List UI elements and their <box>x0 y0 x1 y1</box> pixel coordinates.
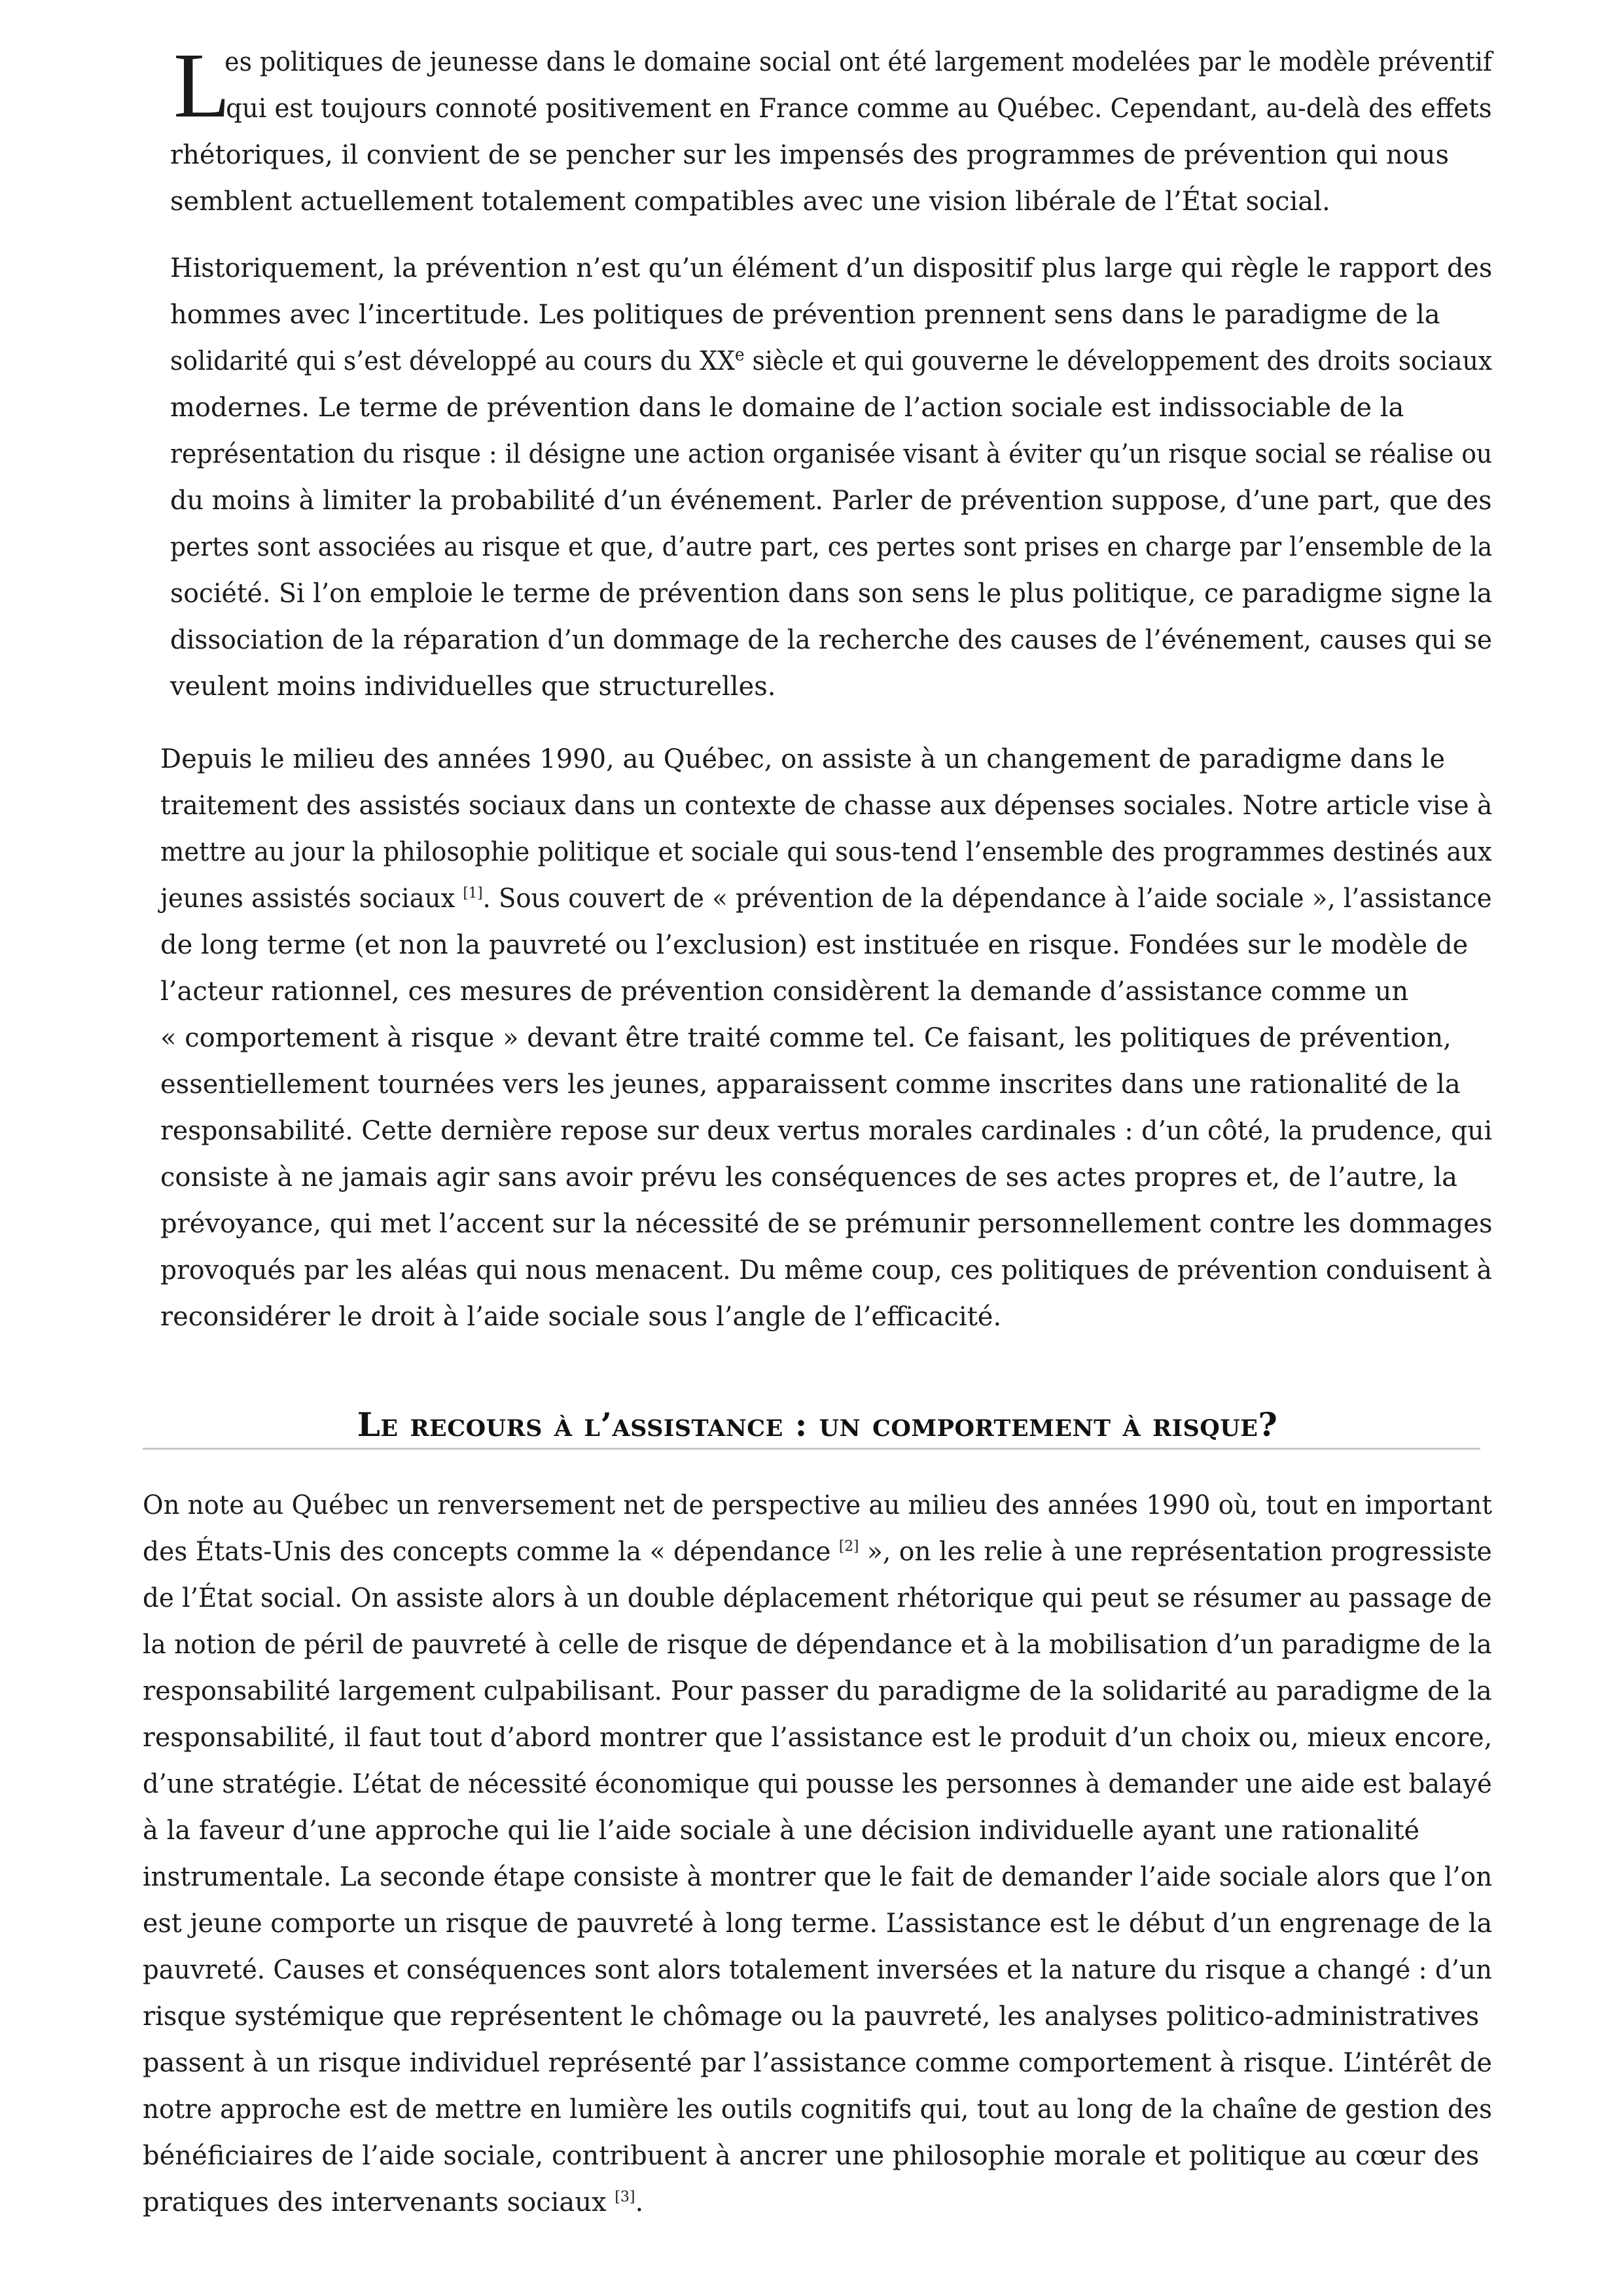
section-divider <box>143 1448 1480 1450</box>
footnote-link-3[interactable]: [3] <box>615 2189 635 2206</box>
text-line: provoqués par les aléas qui nous menacent. Du même coup, ces politiques de prévention conduisent à <box>160 1255 1492 1285</box>
text-line: veulent moins individuelles que structurelles. <box>170 672 776 702</box>
text-line: Historiquement, la prévention n’est qu’un élément d’un dispositif plus large qui règle le rapport des <box>170 253 1493 283</box>
text-line <box>170 338 1493 385</box>
text-line: responsabilité largement culpabilisant. Pour passer du paradigme de la solidarité au paradigme de la <box>143 1676 1492 1706</box>
text-line <box>160 876 1492 922</box>
text-line: de l’État social. On assiste alors à un double déplacement rhétorique qui peut se résumer au passage de <box>143 1583 1492 1613</box>
text-line: la notion de péril de pauvreté à celle de risque de dépendance et à la mobilisation d’un paradigme de la <box>143 1630 1492 1660</box>
paragraph-on-note <box>143 1482 1492 2226</box>
footnote-link-1[interactable]: [1] <box>463 885 483 902</box>
text-line: l’acteur rationnel, ces mesures de prévention considèrent la demande d’assistance comme un <box>160 977 1409 1007</box>
text-line: à la faveur d’une approche qui lie l’aide sociale à une décision individuelle ayant une rationalité <box>143 1816 1420 1846</box>
text-line: « comportement à risque » devant être traité comme tel. Ce faisant, les politiques de prévention, <box>160 1023 1452 1053</box>
text-line: traitement des assistés sociaux dans un contexte de chasse aux dépenses sociales. Notre article vise à <box>160 791 1493 821</box>
text-run: des États-Unis des concepts comme la « dépendance <box>143 1537 839 1567</box>
text-line: est jeune comporte un risque de pauvreté à long terme. L’assistance est le début d’un engrenage de la <box>143 1909 1493 1939</box>
text-run: », on les relie à une représentation progressiste <box>859 1537 1492 1567</box>
text-line: société. Si l’on emploie le terme de prévention dans son sens le plus politique, ce paradigme signe la <box>170 579 1493 609</box>
text-line: modernes. Le terme de prévention dans le domaine de l’action sociale est indissociable de la <box>170 393 1404 423</box>
paragraph-depuis <box>160 736 1492 1340</box>
text-line: mettre au jour la philosophie politique et sociale qui sous-tend l’ensemble des programmes destinés aux <box>160 837 1492 867</box>
text-run: solidarité qui s’est développé au cours du XX <box>170 346 735 376</box>
text-line: d’une stratégie. L’état de nécessité économique qui pousse les personnes à demander une aide est balayé <box>143 1769 1492 1799</box>
text-line: pauvreté. Causes et conséquences sont alors totalement inversées et la nature du risque a changé : d’un <box>143 1955 1492 1985</box>
text-line: dissociation de la réparation d’un dommage de la recherche des causes de l’événement, causes qui se <box>170 625 1492 655</box>
text-line: de long terme (et non la pauvreté ou l’exclusion) est instituée en risque. Fondées sur le modèle de <box>160 930 1469 960</box>
intro-paragraph <box>170 33 1493 225</box>
text-run: . Sous couvert de « prévention de la dépendance à l’aide sociale », l’assistance <box>482 884 1492 914</box>
text-line: responsabilité, il faut tout d’abord montrer que l’assistance est le produit d’un choix ou, mieux encore, <box>143 1723 1493 1753</box>
text-line: consiste à ne jamais agir sans avoir prévu les conséquences de ses actes propres et, de l’autre, la <box>160 1162 1458 1193</box>
text-line: représentation du risque : il désigne une action organisée visant à éviter qu’un risque social se réalise ou <box>170 439 1493 469</box>
century-superscript: e <box>734 345 745 365</box>
text-run: jeunes assistés sociaux <box>160 884 463 914</box>
text-line <box>143 2179 1492 2226</box>
text-line: risque systémique que représentent le chômage ou la pauvreté, les analyses politico-administratives <box>143 2001 1480 2032</box>
text-run: . <box>635 2187 644 2217</box>
section-heading: Le recours à l’assistance : un comportement à risque? <box>357 1405 1278 1444</box>
text-run: pratiques des intervenants sociaux <box>143 2187 615 2217</box>
text-line: reconsidérer le droit à l’aide sociale sous l’angle de l’efficacité. <box>160 1302 1002 1332</box>
paragraph-historique <box>170 245 1492 710</box>
text-line: essentiellement tournées vers les jeunes, apparaissent comme inscrites dans une rationalité de la <box>160 1069 1461 1100</box>
text-line: hommes avec l’incertitude. Les politiques de prévention prennent sens dans le paradigme de la <box>170 300 1440 330</box>
text-line: qui est toujours connoté positivement en France comme au Québec. Cependant, au-delà des effets <box>226 94 1492 124</box>
text-line: semblent actuellement totalement compatibles avec une vision libérale de l’État social. <box>170 187 1330 217</box>
text-run: siècle et qui gouverne le développement des droits sociaux <box>744 346 1493 376</box>
text-line: Depuis le milieu des années 1990, au Québec, on assiste à un changement de paradigme dans le <box>160 744 1446 774</box>
text-line: notre approche est de mettre en lumière les outils cognitifs qui, tout au long de la chaîne de gestion des <box>143 2094 1492 2125</box>
text-line: rhétoriques, il convient de se pencher sur les impensés des programmes de prévention qui nous <box>170 140 1449 170</box>
footnote-link-2[interactable]: [2] <box>838 1538 859 1555</box>
drop-cap-letter: L <box>173 33 230 137</box>
text-line: instrumentale. La seconde étape consiste à montrer que le fait de demander l’aide sociale alors que l’on <box>143 1862 1493 1892</box>
text-line: prévoyance, qui met l’accent sur la nécessité de se prémunir personnellement contre les dommages <box>160 1209 1493 1239</box>
text-line: passent à un risque individuel représenté par l’assistance comme comportement à risque. L’intérêt de <box>143 2048 1492 2078</box>
text-line: responsabilité. Cette dernière repose sur deux vertus morales cardinales : d’un côté, la prudence, qui <box>160 1116 1493 1146</box>
text-line: bénéficiaires de l’aide sociale, contribuent à ancrer une philosophie morale et politique au cœur des <box>143 2141 1480 2171</box>
text-line: du moins à limiter la probabilité d’un événement. Parler de prévention suppose, d’une part, que des <box>170 486 1492 516</box>
text-line: es politiques de jeunesse dans le domaine social ont été largement modelées par le modèle préventif <box>224 47 1493 77</box>
text-line: pertes sont associées au risque et que, d’autre part, ces pertes sont prises en charge par l’ensemble de la <box>170 532 1493 562</box>
text-line <box>143 1529 1492 1575</box>
text-line: On note au Québec un renversement net de perspective au milieu des années 1990 où, tout en important <box>143 1490 1492 1520</box>
